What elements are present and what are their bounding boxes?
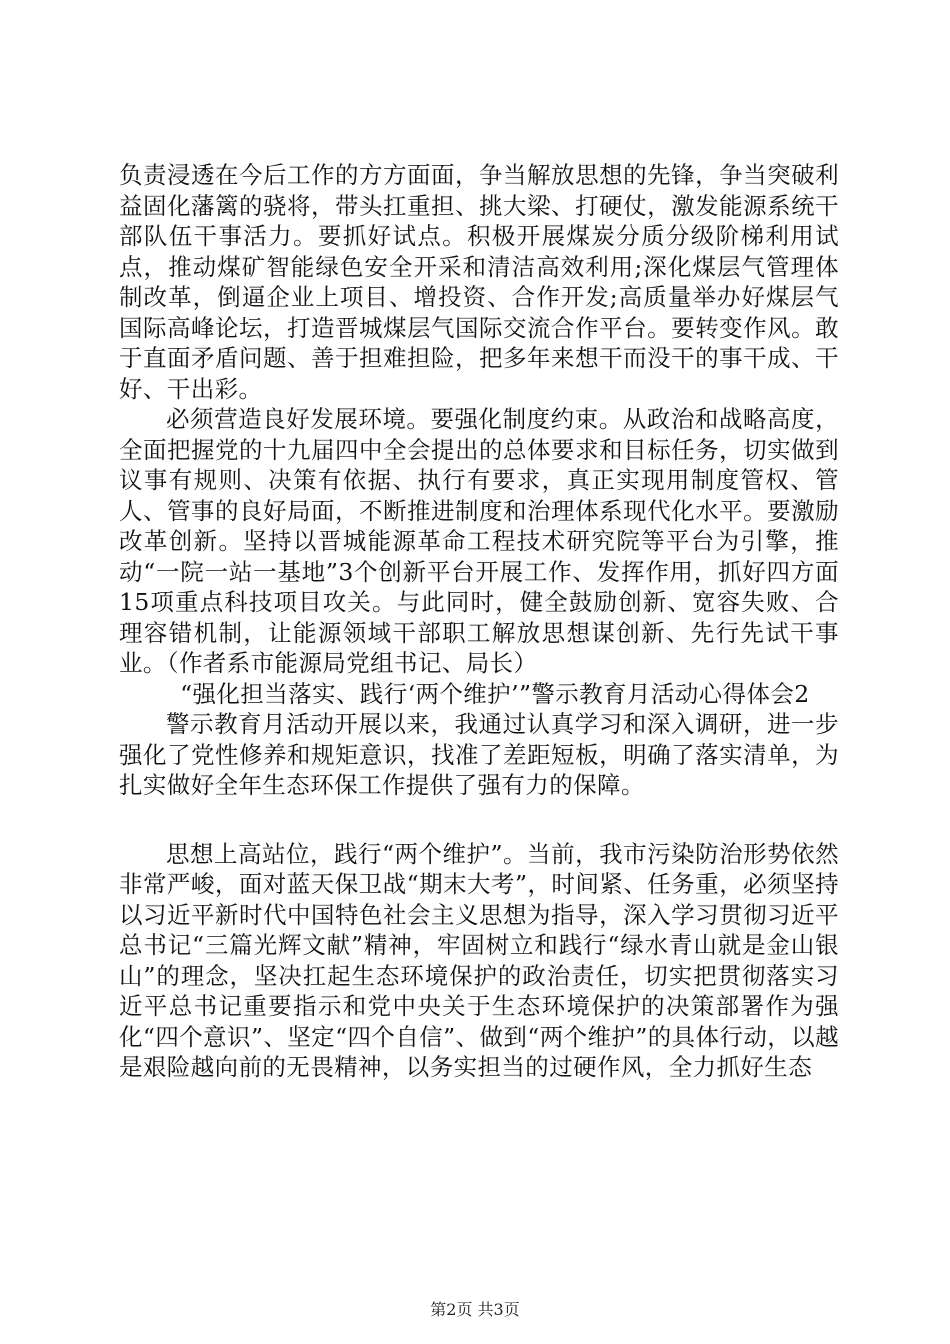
page-footer: 第2页 共3页 [430,1300,520,1319]
paragraph-gap [119,801,839,839]
section-title: “强化担当落实、践行‘两个维护’”警示教育月活动心得体会2 [180,679,810,708]
document-body [119,160,839,1083]
paragraph-environment: 必须营造良好发展环境。要强化制度约束。从政治和战略高度，全面把握党的十九届四中全会提出的总体要求和目标任务，切实做到议事有规则、决策有依据、执行有要求，真正实现用制度管权、管人、管事的良好局面，不断推进制度和治理体系现代化水平。要激励改革创新。坚持以晋城能源革命工程技术研究院等平台为引擎，推动“一院一站一基地”3个创新平台开展工作、发挥作用，抓好四方面15项重点科技项目攻关。与此同时，健全鼓励创新、宽容失败、合理容错机制，让能源领域干部职工解放思想谋创新、先行先试干事业。（作者系市能源局党组书记、局长） [119,405,839,677]
paragraph-intro: 警示教育月活动开展以来，我通过认真学习和深入调研，进一步强化了党性修养和规矩意识，找准了差距短板，明确了落实清单，为扎实做好全年生态环保工作提供了强有力的保障。 [119,710,839,799]
paragraph-continuation: 负责浸透在今后工作的方方面面，争当解放思想的先锋，争当突破利益固化藩篱的骁将，带头扛重担、挑大梁、打硬仗，激发能源系统干部队伍干事活力。要抓好试点。积极开展煤炭分质分级阶梯利用试点，推动煤矿智能绿色安全开采和清洁高效利用;深化煤层气管理体制改革，倒逼企业上项目、增投资、合作开发;高质量举办好煤层气国际高峰论坛，打造晋城煤层气国际交流合作平台。要转变作风。敢于直面矛盾问题、善于担难担险，把多年来想干而没干的事干成、干好、干出彩。 [119,161,839,403]
paragraph-thought: 思想上高站位，践行“两个维护”。当前，我市污染防治形势依然非常严峻，面对蓝天保卫战“期末大考”，时间紧、任务重，必须坚持以习近平新时代中国特色社会主义思想为指导，深入学习贯彻习近平总书记“三篇光辉文献”精神，牢固树立和践行“绿水青山就是金山银山”的理念，坚决扛起生态环境保护的政治责任，切实把贯彻落实习近平总书记重要指示和党中央关于生态环境保护的决策部署作为强化“四个意识”、坚定“四个自信”、做到“两个维护”的具体行动，以越是艰险越向前的无畏精神，以务实担当的过硬作风，全力抓好生态 [119,839,839,1081]
